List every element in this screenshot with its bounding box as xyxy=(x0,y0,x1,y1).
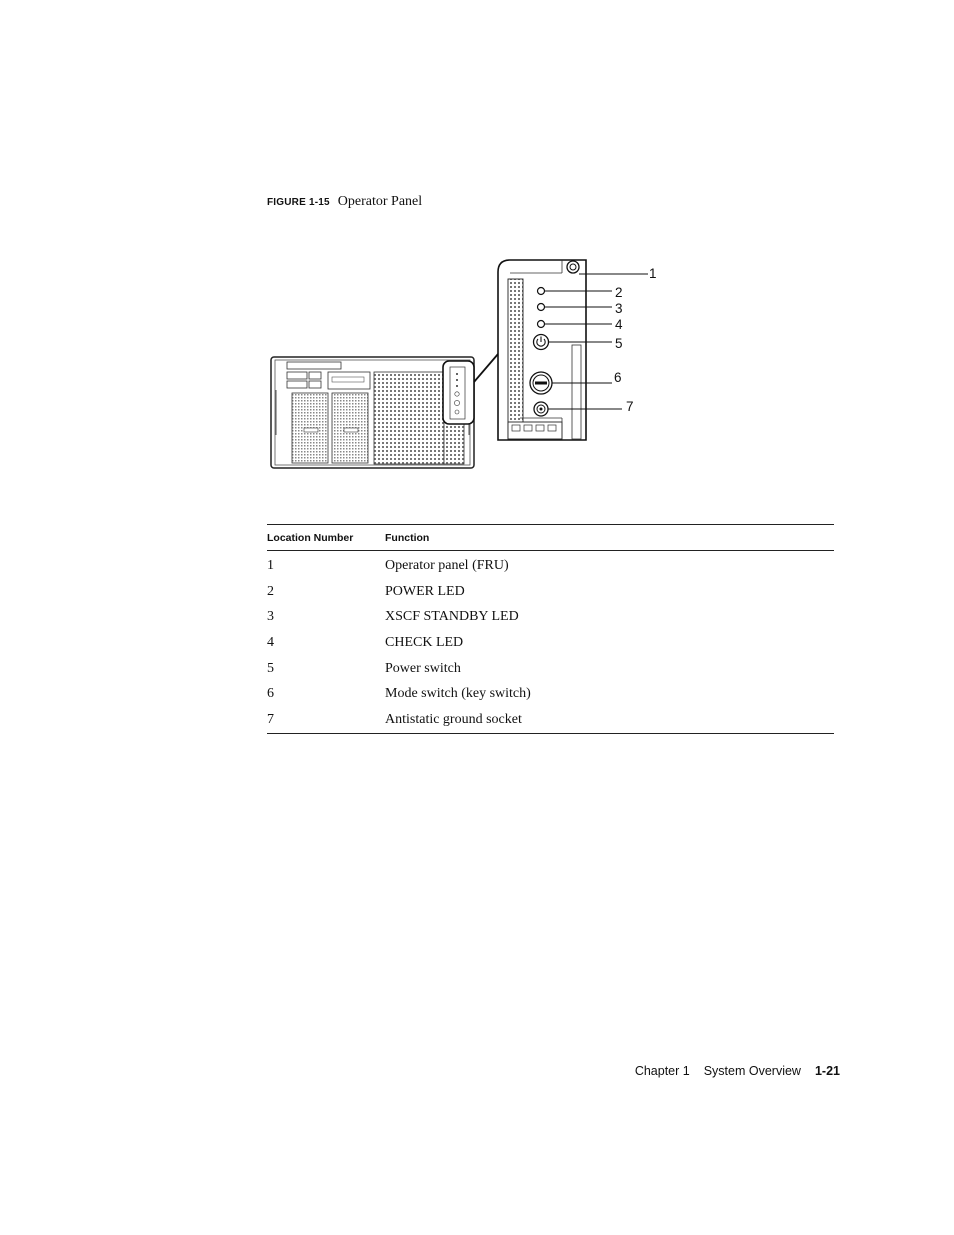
table-row xyxy=(267,707,834,733)
location-function-table xyxy=(267,524,834,734)
mode-key-switch-icon xyxy=(530,372,552,394)
power-led-icon xyxy=(538,288,545,295)
function-description: Power switch xyxy=(385,660,461,676)
callout-3: 3 xyxy=(615,301,623,316)
callout-7: 7 xyxy=(626,399,634,414)
table-row xyxy=(267,656,834,682)
footer-chapter: Chapter 1 xyxy=(634,1064,690,1078)
callout-4: 4 xyxy=(615,317,623,332)
function-description: XSCF STANDBY LED xyxy=(385,609,519,625)
page-number: 1-21 xyxy=(814,1064,840,1078)
function-description: Antistatic ground socket xyxy=(385,711,522,727)
callout-2: 2 xyxy=(615,285,623,300)
figure-title: Operator Panel xyxy=(337,194,423,209)
figure-label: FIGURE 1-15 xyxy=(267,197,330,208)
operator-panel-illustration xyxy=(262,250,682,480)
operator-panel-enlarged xyxy=(498,260,586,440)
table-row xyxy=(267,579,834,605)
table-row xyxy=(267,551,834,579)
ground-socket-icon xyxy=(534,402,548,416)
footer-section: System Overview xyxy=(703,1064,801,1078)
location-number: 1 xyxy=(267,557,274,573)
function-description: CHECK LED xyxy=(385,634,464,650)
table-row xyxy=(267,604,834,630)
column-header-function: Function xyxy=(385,525,834,551)
operator-panel-highlight xyxy=(443,354,498,424)
power-switch-icon xyxy=(534,335,549,350)
table-header-row xyxy=(267,525,834,551)
xscf-standby-led-icon xyxy=(538,304,545,311)
panel-screw-icon xyxy=(567,261,579,273)
check-led-icon xyxy=(538,321,545,328)
location-number: 5 xyxy=(267,660,274,676)
function-description: Mode switch (key switch) xyxy=(385,686,531,702)
location-number: 4 xyxy=(267,634,274,650)
figure-caption xyxy=(267,192,422,210)
table-row xyxy=(267,630,834,656)
function-description: POWER LED xyxy=(385,583,465,599)
operator-panel-figure xyxy=(262,250,682,480)
location-number: 3 xyxy=(267,609,274,625)
page-footer xyxy=(635,1064,840,1078)
callout-6: 6 xyxy=(614,370,622,385)
location-number: 7 xyxy=(267,711,274,727)
table-row xyxy=(267,681,834,707)
function-description: Operator panel (FRU) xyxy=(385,557,509,573)
location-number: 2 xyxy=(267,583,274,599)
callout-1: 1 xyxy=(649,266,657,281)
callout-5: 5 xyxy=(615,336,623,351)
column-header-location: Location Number xyxy=(267,525,385,551)
location-number: 6 xyxy=(267,686,274,702)
